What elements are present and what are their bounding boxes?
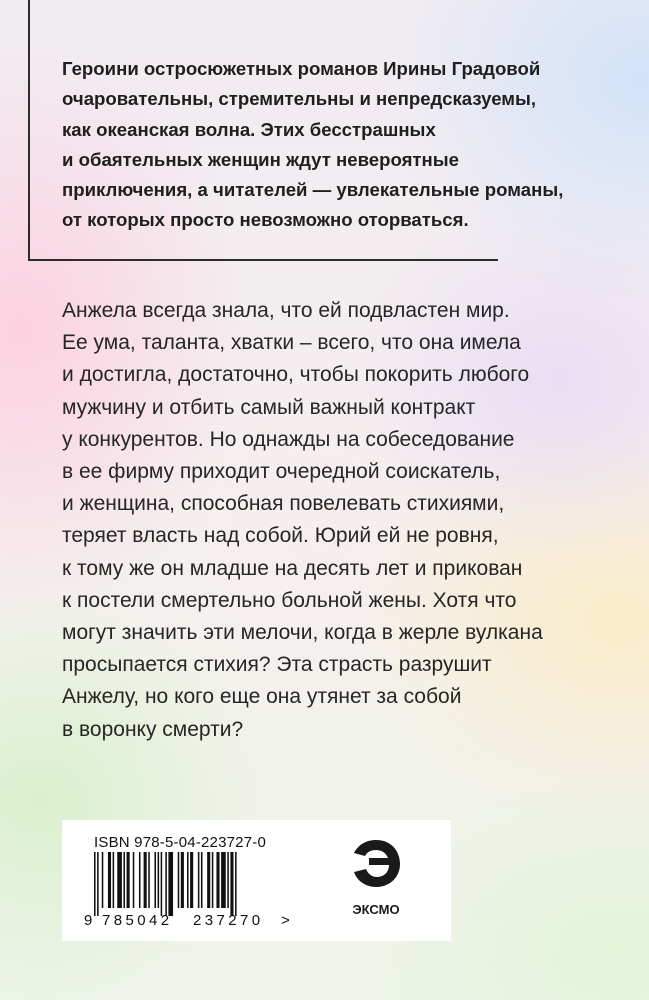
synopsis-line: Анжелу, но кого еще она утянет за собой	[62, 685, 462, 709]
barcode-quiet-mark: >	[281, 912, 290, 929]
barcode-bar	[113, 852, 115, 908]
barcode-bar	[187, 852, 189, 908]
barcode-bar	[201, 852, 203, 908]
synopsis-line: и достигла, достаточно, чтобы покорить любого	[62, 363, 530, 387]
barcode-bar	[127, 852, 130, 908]
barcode-bar	[97, 852, 99, 916]
barcode-bar	[94, 852, 96, 916]
barcode-bar	[154, 852, 156, 908]
intro-line: приключения, а читателей — увлекательные романы,	[62, 179, 564, 201]
barcode-bar	[102, 852, 104, 908]
synopsis-line: Анжела всегда знала, что ей подвластен мир.	[62, 299, 510, 322]
synopsis-line: теряет власть над собой. Юрий ей не ровня,	[62, 524, 499, 548]
synopsis-line: могут значить эти мелочи, когда в жерле вулкана	[62, 621, 543, 645]
intro-line: очаровательны, стремительны и непредсказуемы,	[62, 88, 537, 110]
barcode-bar	[235, 852, 237, 916]
barcode-bar	[108, 852, 111, 908]
synopsis	[62, 295, 622, 746]
barcode-bar	[230, 852, 233, 916]
intro-line: как океанская волна. Этих бесстрашных	[62, 118, 436, 140]
barcode-bar	[158, 852, 160, 908]
eksmo-logo-icon	[346, 834, 406, 922]
synopsis-line: просыпается стихия? Эта страсть разрушит	[62, 653, 492, 677]
barcode-left-digits: 785042	[102, 912, 173, 929]
synopsis-line: к тому же он младше на десять лет и прикован	[62, 556, 523, 580]
barcode-bar	[207, 852, 210, 908]
barcode-bar	[123, 852, 125, 908]
intro-line: Героини остросюжетных романов Ирины Градовой	[62, 58, 541, 79]
barcode-bar	[133, 852, 135, 908]
barcode-bar	[165, 852, 167, 916]
barcode-panel	[62, 820, 451, 941]
synopsis-line: мужчину и отбить самый важный контракт	[62, 395, 476, 419]
barcode-bar	[198, 852, 200, 908]
barcode-bar	[221, 852, 226, 908]
publisher-name: ЭКСМО	[352, 902, 400, 917]
isbn-label: ISBN 978-5-04-223727-0	[94, 834, 267, 851]
synopsis-line: Ее ума, таланта, хватки – всего, что она имела	[62, 331, 521, 355]
barcode-bar	[148, 852, 150, 908]
synopsis-line: у конкурентов. Но однажды на собеседование	[62, 427, 515, 451]
synopsis-line: в ее фирму приходит очередной соискатель,	[62, 460, 501, 484]
series-intro	[62, 54, 622, 236]
intro-line: от которых просто невозможно оторваться.	[62, 209, 469, 231]
synopsis-line: в воронку смерти?	[62, 717, 244, 741]
intro-line: и обаятельных женщин ждут невероятные	[62, 148, 459, 170]
frame-vertical-rule	[28, 0, 30, 261]
barcode-bar	[216, 852, 219, 908]
barcode-bar	[227, 852, 229, 908]
frame-horizontal-rule	[28, 259, 498, 261]
barcode-right-digits: 237270	[193, 912, 264, 929]
barcode-bar	[139, 852, 141, 908]
barcode-bar	[168, 852, 173, 916]
barcode-bar	[144, 852, 147, 908]
barcode-bar	[161, 852, 163, 916]
barcode-bar	[117, 852, 122, 908]
barcode-lead-digit: 9	[84, 912, 93, 929]
barcode-bar	[181, 852, 184, 908]
synopsis-line: к постели смертельно больной жены. Хотя что	[62, 588, 517, 612]
barcode-bar	[212, 852, 214, 908]
barcode-bar	[190, 852, 193, 908]
synopsis-line: и женщина, способная повелевать стихиями,	[62, 492, 505, 516]
barcode-bars	[94, 852, 237, 916]
barcode-bar	[178, 852, 180, 908]
